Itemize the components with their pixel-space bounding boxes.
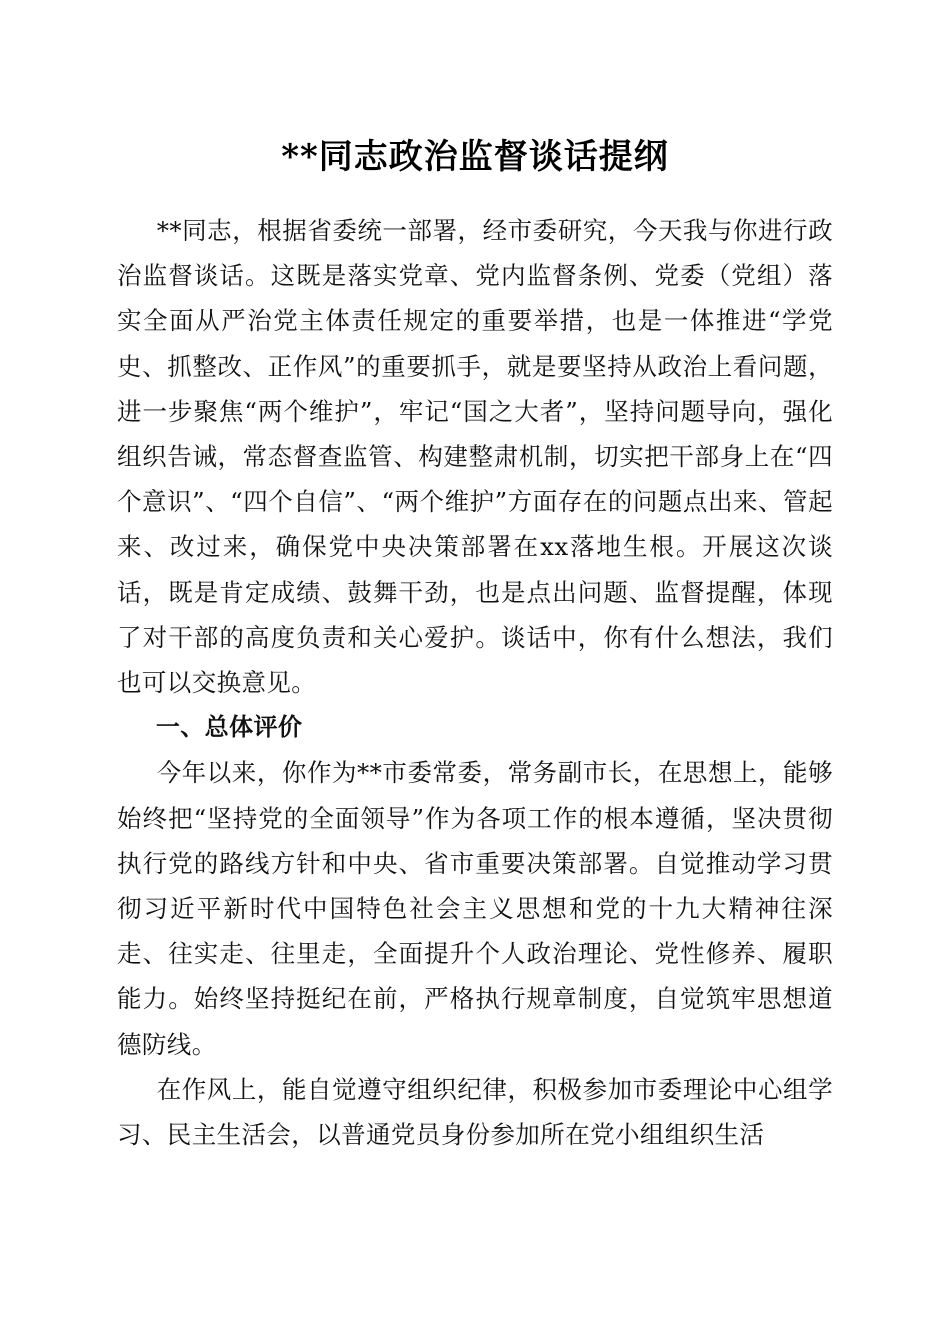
evaluation-paragraph: 今年以来，你作为**市委常委，常务副市长，在思想上，能够始终把“坚持党的全面领导”作为各项工作的根本遵循，坚决贯彻执行党的路线方针和中央、省市重要决策部署。自觉推动学习贯彻习近平新时代中国特色社会主义思想和党的十九大精神往深走、往实走、往里走，全面提升个人政治理论、党性修养、履职能力。始终坚持挺纪在前，严格执行规章制度，自觉筑牢思想道德防线。 (117, 758, 833, 1059)
intro-paragraph: **同志，根据省委统一部署，经市委研究，今天我与你进行政治监督谈话。这既是落实党章、党内监督条例、党委（党组）落实全面从严治党主体责任规定的重要举措，也是一体推进“学党史、抓整改、正作风”的重要抓手，就是要坚持从政治上看问题，进一步聚焦“两个维护”，牢记“国之大者”，坚持问题导向，强化组织告诫，常态督查监管、构建整肃机制，切实把干部身上在“四个意识”、“四个自信”、“两个维护”方面存在的问题点出来、管起来、改过来，确保党中央决策部署在xx落地生根。开展这次谈话，既是肯定成绩、鼓舞干劲，也是点出问题、监督提醒，体现了对干部的高度负责和关心爱护。谈话中，你有什么想法，我们也可以交换意见。 (117, 216, 833, 698)
section-heading-overall-evaluation: 一、总体评价 (155, 713, 303, 742)
style-paragraph: 在作风上，能自觉遵守组织纪律，积极参加市委理论中心组学习、民主生活会，以普通党员身份参加所在党小组组织生活 (117, 1074, 833, 1150)
document-title: **同志政治监督谈话提纲 (281, 137, 669, 177)
document-body (117, 208, 833, 1157)
